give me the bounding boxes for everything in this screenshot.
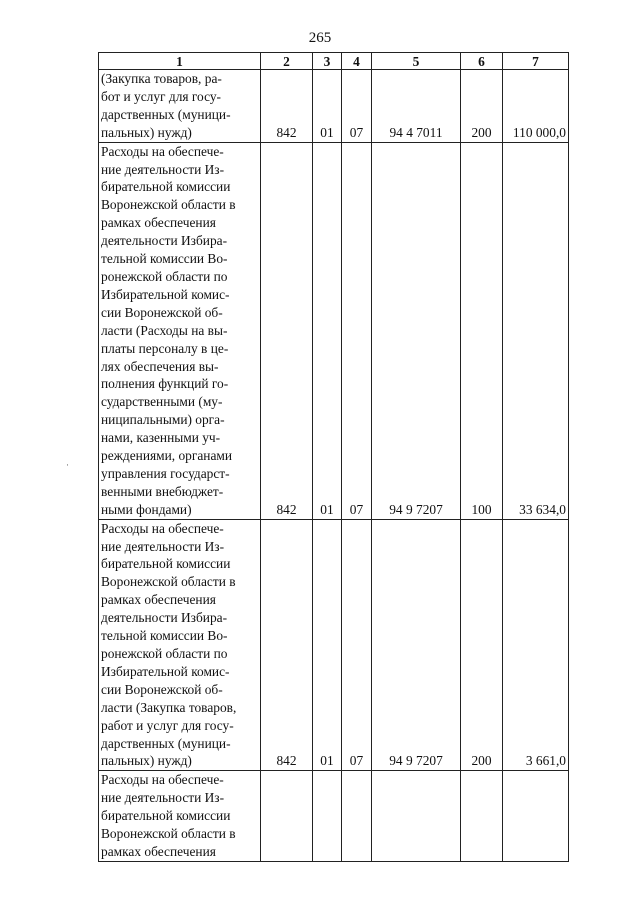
description-line: венными внебюджет- [101, 483, 224, 499]
description-line: рамках обеспечения [101, 843, 216, 859]
description-line: полнения функций го- [101, 376, 229, 392]
description-line: Расходы на обеспече- [101, 143, 224, 159]
cell-target-article [372, 771, 461, 862]
table-row [99, 142, 569, 519]
description-line: ронежской области по [101, 646, 228, 661]
cell-subsection [342, 771, 372, 862]
description-line: Воронежской области в [101, 826, 236, 842]
description-line: рамках обеспечения [101, 215, 216, 231]
description-line: бирательной комиссии [101, 556, 231, 572]
header-row [99, 53, 569, 70]
description-line: пальных) нужд) [101, 124, 192, 140]
cell-admin-code [261, 771, 313, 862]
cell-target-article: 94 4 7011 [372, 70, 461, 143]
column-header-3: 3 [313, 53, 342, 70]
column-header-2: 2 [261, 53, 313, 70]
cell-subsection: 07 [342, 519, 372, 771]
table-row [99, 70, 569, 143]
cell-amount: 110 000,0 [503, 70, 569, 143]
description-line: ние деятельности Из- [101, 161, 225, 177]
column-header-6: 6 [461, 53, 503, 70]
description-line: работ и услуг для госу- [101, 717, 234, 733]
column-header-5: 5 [372, 53, 461, 70]
description-line: сударственными (му- [101, 394, 223, 410]
description-line: реждениями, органами [101, 448, 233, 464]
description-line: тельной комиссии Во- [101, 251, 228, 267]
cell-expense-type [461, 771, 503, 862]
cell-target-article: 94 9 7207 [372, 519, 461, 771]
cell-amount [503, 771, 569, 862]
description-line: Избирательной комис- [101, 663, 230, 679]
row-description [99, 70, 261, 143]
cell-section [313, 771, 342, 862]
scan-speck: · [66, 460, 69, 470]
page-number: 265 [308, 30, 332, 46]
cell-admin-code: 842 [261, 70, 313, 143]
description-line: лях обеспечения вы- [101, 358, 219, 374]
cell-section: 01 [313, 142, 342, 519]
cell-admin-code: 842 [261, 519, 313, 771]
cell-section: 01 [313, 519, 342, 771]
description-line: платы персоналу в це- [101, 340, 229, 356]
description-line: тельной комиссии Во- [101, 628, 228, 644]
description-line: ласти (Закупка товаров, [101, 699, 237, 715]
description-line: управления государст- [101, 465, 230, 481]
cell-target-article: 94 9 7207 [372, 142, 461, 519]
description-line: ронежской области по [101, 268, 228, 284]
description-line: (Закупка товаров, ра- [101, 71, 222, 86]
description-line: ласти (Расходы на вы- [101, 322, 228, 338]
description-line: рамках обеспечения [101, 592, 216, 608]
row-description [99, 142, 261, 519]
cell-expense-type: 200 [461, 519, 503, 771]
column-header-7: 7 [503, 53, 569, 70]
cell-expense-type: 200 [461, 70, 503, 143]
description-line: бот и услуг для госу- [101, 88, 222, 104]
table-row [99, 771, 569, 862]
table-body [99, 70, 569, 862]
description-line: Воронежской области в [101, 197, 236, 213]
description-line: Расходы на обеспече- [101, 772, 224, 788]
description-line: сии Воронежской об- [101, 304, 223, 320]
cell-section: 01 [313, 70, 342, 143]
description-line: ние деятельности Из- [101, 538, 225, 554]
column-header-1: 1 [99, 53, 261, 70]
description-line: деятельности Избира- [101, 610, 228, 626]
description-line: нами, казенными уч- [101, 430, 221, 446]
description-line: дарственных (муници- [101, 106, 231, 122]
cell-amount: 3 661,0 [503, 519, 569, 771]
description-line: бирательной комиссии [101, 808, 231, 824]
description-line: пальных) нужд) [101, 753, 192, 769]
description-line: бирательной комиссии [101, 179, 231, 195]
cell-amount: 33 634,0 [503, 142, 569, 519]
column-header-4: 4 [342, 53, 372, 70]
description-line: Избирательной комис- [101, 286, 230, 302]
row-description [99, 771, 261, 862]
cell-subsection: 07 [342, 142, 372, 519]
description-line: ние деятельности Из- [101, 790, 225, 806]
cell-subsection: 07 [342, 70, 372, 143]
description-line: Расходы на обеспече- [101, 520, 224, 536]
description-line: деятельности Избира- [101, 233, 228, 249]
budget-table [98, 52, 569, 862]
description-line: Воронежской области в [101, 574, 236, 590]
table-row [99, 519, 569, 771]
description-line: ниципальными) орга- [101, 412, 225, 428]
cell-admin-code: 842 [261, 142, 313, 519]
description-line: дарственных (муници- [101, 735, 231, 751]
cell-expense-type: 100 [461, 142, 503, 519]
row-description [99, 519, 261, 771]
description-line: ными фондами) [101, 501, 192, 517]
description-line: сии Воронежской об- [101, 681, 223, 697]
